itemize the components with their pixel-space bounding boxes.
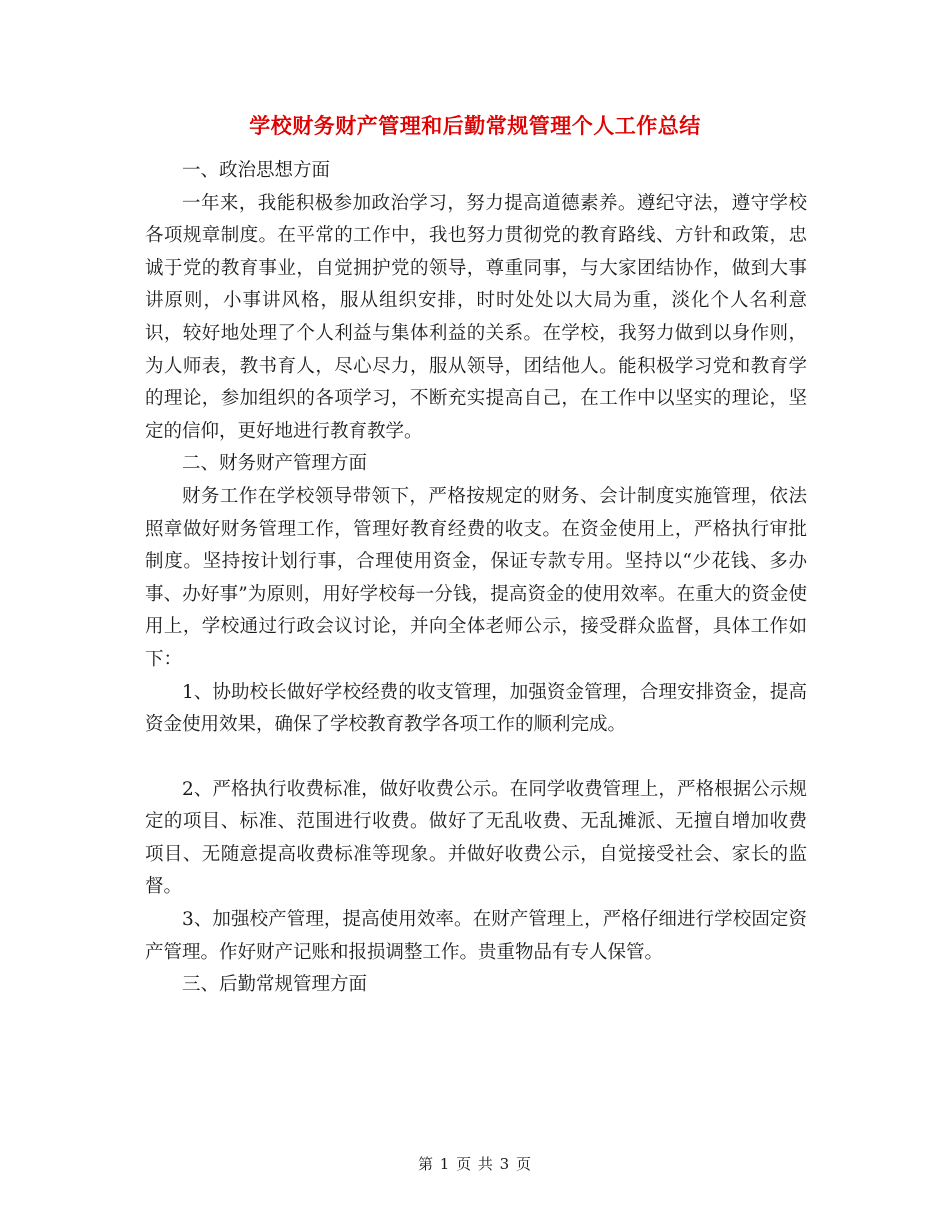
document-body: [145, 155, 807, 1002]
list-item-1: 1、协助校长做好学校经费的收支管理，加强资金管理，合理安排资金，提高资金使用效果，确保了学校教育教学各项工作的顺利完成。: [145, 681, 807, 736]
document-title: 学校财务财产管理和后勤常规管理个人工作总结: [249, 113, 701, 138]
section-heading-politics: 一、政治思想方面: [182, 160, 331, 181]
list-item-3: 3、加强校产管理，提高使用效率。在财产管理上，严格仔细进行学校固定资产管理。作好财产记账和报损调整工作。贵重物品有专人保管。: [145, 909, 807, 963]
paragraph-politics: 一年来，我能积极参加政治学习，努力提高道德素养。遵纪守法，遵守学校各项规章制度。在平常的工作中，我也努力贯彻党的教育路线、方针和政策，忠诚于党的教育事业，自觉拥护党的领导，尊重同事，与大家团结协作，做到大事讲原则，小事讲风格，服从组织安排，时时处处以大局为重，淡化个人名利意识，较好地处理了个人利益与集体利益的关系。在学校，我努力做到以身作则，为人师表，教书育人，尽心尽力，服从领导，团结他人。能积极学习党和教育学的理论，参加组织的各项学习，不断充实提高自己，在工作中以坚实的理论，坚定的信仰，更好地进行教育教学。: [145, 192, 807, 442]
section-heading-logistics: 三、后勤常规管理方面: [182, 974, 368, 996]
list-item-2: 2、严格执行收费标准，做好收费公示。在同学收费管理上，严格根据公示规定的项目、标准、范围进行收费。做好了无乱收费、无乱摊派、无擅自增加收费项目、无随意提高收费标准等现象。并做好收费公示，自觉接受社会、家长的监督。: [145, 778, 807, 898]
section-heading-finance: 二、财务财产管理方面: [182, 453, 368, 475]
paragraph-finance: 财务工作在学校领导带领下，严格按规定的财务、会计制度实施管理，依法照章做好财务管理工作，管理好教育经费的收支。在资金使用上，严格执行审批制度。坚持按计划行事，合理使用资金，保证专款专用。坚持以“少花钱、多办事、办好事”为原则，用好学校每一分钱，提高资金的使用效率。在重大的资金使用上，学校通过行政会议讨论，并向全体老师公示，接受群众监督，具体工作如下：: [145, 485, 807, 670]
page-footer: 第 1 页 共 3 页: [418, 1155, 532, 1173]
